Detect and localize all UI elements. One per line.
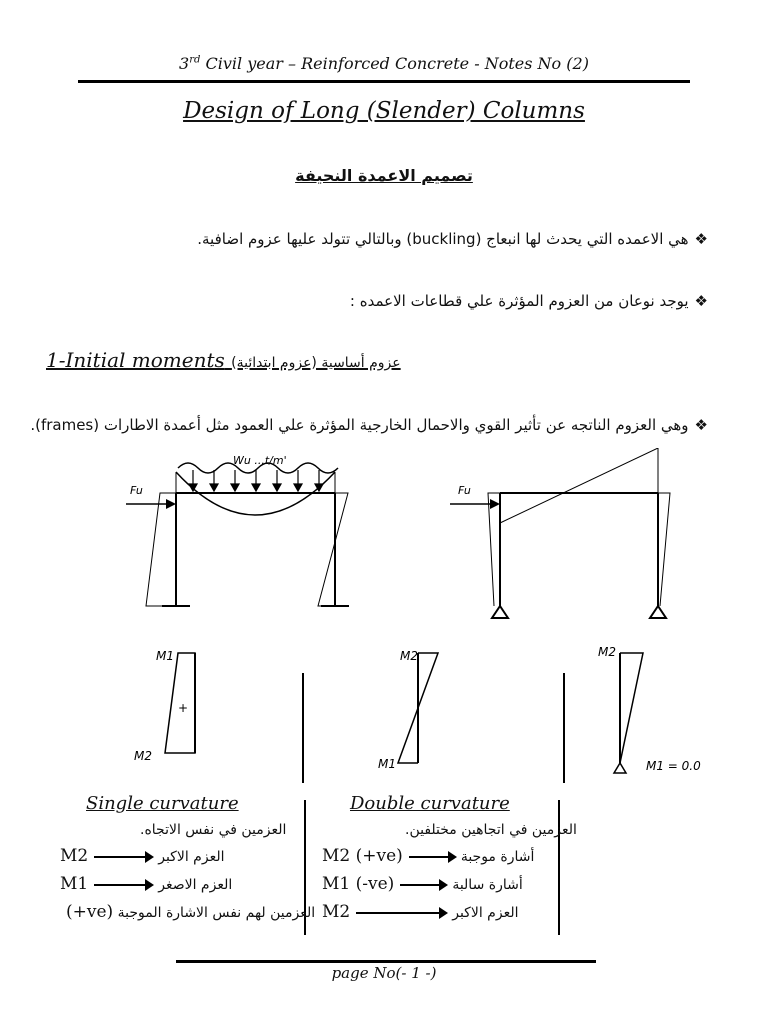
diamond-bullet-icon: ❖ — [694, 230, 708, 248]
pinned-frame — [488, 448, 670, 606]
m2-label: M2 — [134, 749, 152, 763]
single-row-1: M2 العزم الاكبر — [60, 846, 225, 866]
page-footer: page No(- 1 -) — [331, 964, 437, 982]
section-heading: 1-Initial moments عزوم أساسية (عزوم ابتدائية) — [46, 348, 401, 372]
pinned-column-sketch — [614, 653, 643, 773]
double-curvature-title: Double curvature — [350, 793, 510, 814]
arrow-icon — [400, 884, 446, 886]
double-curvature-sketch — [398, 653, 564, 783]
arrow-icon — [94, 884, 152, 886]
fixed-frame — [146, 472, 349, 606]
diamond-bullet-icon: ❖ — [694, 416, 708, 434]
double-row-2: M1 (-ve) أشارة سالبة — [322, 874, 523, 894]
force-label-left: Fu — [130, 484, 143, 497]
m1-zero-label: M1 = 0.0 — [646, 759, 701, 773]
page-header: 3rd Civil year – Reinforced Concrete - Notes No (2) — [179, 54, 589, 73]
bullet-2: ❖يوجد نوعان من العزوم المؤثرة علي قطاعات الاعمده : — [349, 292, 708, 310]
bullet-3: ❖وهي العزوم الناتجه عن تأثير القوي والاحمال الخارجية المؤثرة علي العمود مثل أعمدة الاطارات (frames). — [30, 416, 708, 434]
bullet-1: ❖هي الاعمده التي يحدث لها انبعاج (buckling) وبالتالي تتولد عليها عزوم اضافية. — [197, 230, 708, 248]
footer-rule — [176, 960, 596, 963]
load-label: Wu ...t/m' — [233, 454, 287, 467]
m2-label-2: M2 — [400, 649, 418, 663]
m1-label-2: M1 — [378, 757, 396, 771]
arrow-icon — [94, 856, 152, 858]
single-curvature-sketch — [165, 653, 303, 783]
diamond-bullet-icon: ❖ — [694, 292, 708, 310]
double-row-3: M2 العزم الاكبر — [322, 902, 519, 922]
single-row-3: (+ve) العزمين لهم نفس الاشارة الموجبة — [66, 902, 316, 922]
plus-sign: + — [178, 701, 189, 715]
arabic-title: تصميم الاعمدة النحيفة — [295, 166, 473, 185]
divider-right — [558, 800, 560, 935]
arrow-icon — [356, 912, 446, 914]
force-label-right: Fu — [458, 484, 471, 497]
m2-label-3: M2 — [598, 645, 616, 659]
double-row-1: M2 (+ve) أشارة موجبة — [322, 846, 535, 866]
page-title: Design of Long (Slender) Columns — [183, 98, 585, 124]
arrow-icon — [409, 856, 455, 858]
double-desc: العزمين في اتجاهين مختلفين. — [405, 822, 577, 838]
frames-diagram — [48, 448, 712, 788]
single-desc: العزمين في نفس الاتجاه. — [140, 822, 287, 838]
single-row-2: M1 العزم الاصغر — [60, 874, 233, 894]
m1-label: M1 — [156, 649, 174, 663]
single-curvature-title: Single curvature — [86, 793, 239, 814]
header-rule — [78, 80, 690, 83]
